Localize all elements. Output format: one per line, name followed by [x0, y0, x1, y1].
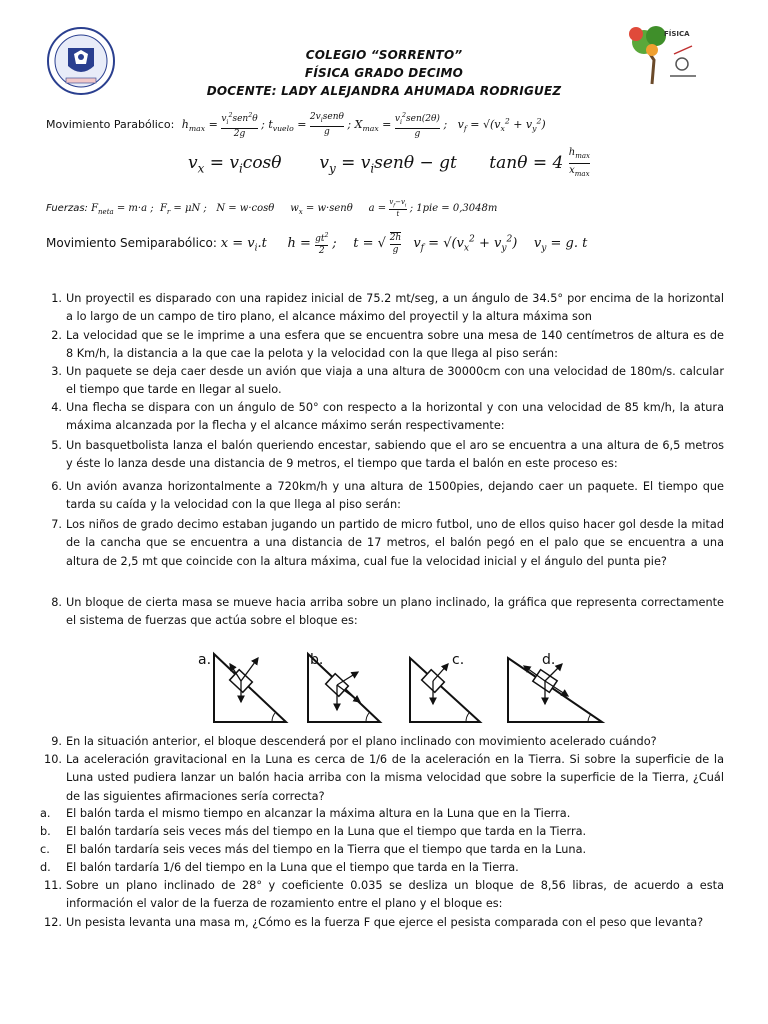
question-6: 6. Un avión avanza horizontalmente a 720km/h y una altura de 1500pies, dejando caer un paquete. El tiempo que tarda su caída y la velocidad con la que llega al piso serán:: [51, 480, 724, 512]
option-b: b. El balón tardaría seis veces más del tiempo en la Luna que el tiempo que tarda en la Tierra.: [40, 825, 587, 838]
diagram-label-a: a.: [198, 652, 212, 668]
forces-label: Fuerzas:: [46, 203, 88, 215]
diagram-c: [410, 658, 480, 722]
physics-logo-label: FÍSICA: [664, 30, 690, 38]
question-2: 2. La velocidad que se le imprime a una esfera que se encuentra sobre una mesa de 140 centímetros de altura es de 8 Km/h, la distancia a la que cae la pelota y la velocidad con la que llega al piso serán:: [51, 329, 724, 361]
parabolic-formulas: Movimiento Parabólico: $h_{max}$ = $v_i^2sen^2\theta$ 2g ; $t_{vuelo}$ = $2v_isen\theta$ g ; $X_{max}$ = $v_i^2sen(2\theta)$ g ; $v_f = √(v_x^2 + v_y^2)$: [46, 112, 546, 139]
diagram-label-b: b.: [310, 652, 324, 668]
question-10: 10. La aceleración gravitacional en la Luna es cerca de 1/6 de la aceleración en la Tierra. Si sobre la superficie de la Luna usted pudiera lanzar un balón hacia arriba con la misma velocidad que sobre la superficie de la Tierra, ¿Cuál de las siguientes afirmaciones sería correcta?: [44, 753, 724, 803]
diagram-label-d: d.: [542, 652, 556, 668]
question-12: 12. Un pesista levanta una masa m, ¿Cómo es la fuerza F que ejerce el pesista comparada con el peso que levanta?: [44, 916, 704, 929]
force-formulas: Fuerzas: $F_{neta} = m\cdot a$ ; $F_r = \mu N$ ; N = w·cosθ $w_x = w\cdot sen\theta$ a = $\frac{v_f-v_i}{t}$ ; 1pie = 0,3048m: [46, 198, 498, 219]
incline-diagrams: [190, 644, 610, 728]
question-3: 3. Un paquete se deja caer desde un avión que viaja a una altura de 30000cm con una velocidad de 180m/s. calcular el tiempo que tarde en llegar al suelo.: [51, 365, 724, 397]
school-name: COLEGIO “SORRENTO”: [305, 48, 463, 62]
option-c: c. El balón tardaría seis veces más del tiempo en la Tierra que el tiempo que tarda en la Luna.: [40, 843, 587, 856]
teacher-name: DOCENTE: LADY ALEJANDRA AHUMADA RODRIGUEZ: [206, 84, 562, 98]
diagram-label-c: c.: [452, 652, 465, 668]
pie-conversion: 1pie = 0,3048m: [416, 203, 498, 215]
question-9: 9. En la situación anterior, el bloque descenderá por el plano inclinado con movimiento acelerado cuándo?: [51, 735, 657, 748]
question-5: 5. Un basquetbolista lanza el balón queriendo encestar, sabiendo que el aro se encuentra a una altura de 6,5 metros y éste lo lanza desde una distancia de 9 metros, el tiempo que tarda el balón en este proceso es:: [51, 439, 724, 471]
question-4: 4. Una flecha se dispara con un ángulo de 50° con respecto a la horizontal y con una velocidad de 85 km/h, la atura máxima alcanzada por la flecha y el alcance máximo serán respectivamente:: [51, 401, 724, 433]
diagram-a: [214, 654, 286, 722]
option-a: a. El balón tarda el mismo tiempo en alcanzar la máxima altura en la Luna que en la Tierra.: [40, 807, 571, 820]
velocity-formulas: $v_x = v_i\cos\theta$ $v_y = v_isen\theta$ − gt tanθ = 4 $h_{max}$ $x_{max}$: [188, 147, 590, 178]
semiparabolic-formulas: Movimiento Semiparabólico: $x = v_i.t$ h = $\frac{gt^2}{2}$ ; t = √ $\frac{2h}{g}$ $v_f = √(v_x^2 + v_y^2)$ $v_y = g$. t: [46, 232, 588, 256]
formula-hmax: $h_{max}$ =: [181, 117, 222, 134]
semiparabolic-label: Movimiento Semiparabólico:: [46, 236, 217, 250]
question-7: 7. Los niños de grado decimo estaban jugando un partido de micro futbol, uno de ellos quiso hacer gol desde la mitad de la cancha que se encuentra a una distancia de 17 metros, el balón pegó en el palo que se encuentra a una altura de 2,5 mt que coincide con la altura máxima, cual fue la velocidad inicial y el ángulo del punta pie?: [51, 518, 724, 568]
option-d: d. El balón tardaría 1/6 del tiempo en la Luna que el tiempo que tarda en la Tierra.: [40, 861, 519, 874]
question-8: 8. Un bloque de cierta masa se mueve hacia arriba sobre un plano inclinado, la gráfica que representa correctamente el sistema de fuerzas que actúa sobre el bloque es:: [51, 596, 724, 628]
parabolic-label: Movimiento Parabólico:: [46, 117, 175, 131]
course-title: FÍSICA GRADO DECIMO: [304, 66, 464, 80]
question-11: 11. Sobre un plano inclinado de 28° y coeficiente 0.035 se desliza un bloque de 8,56 libras, de acuerdo a esta información el valor de la fuerza de rozamiento entre el plano y el bloque es:: [44, 879, 724, 911]
question-1: 1. Un proyectil es disparado con una rapidez inicial de 75.2 mt/seg, a un ángulo de 34.5° por encima de la horizontal a lo largo de un campo de tiro plano, el alcance máximo del proyectil y la altura máxima son: [51, 292, 724, 324]
